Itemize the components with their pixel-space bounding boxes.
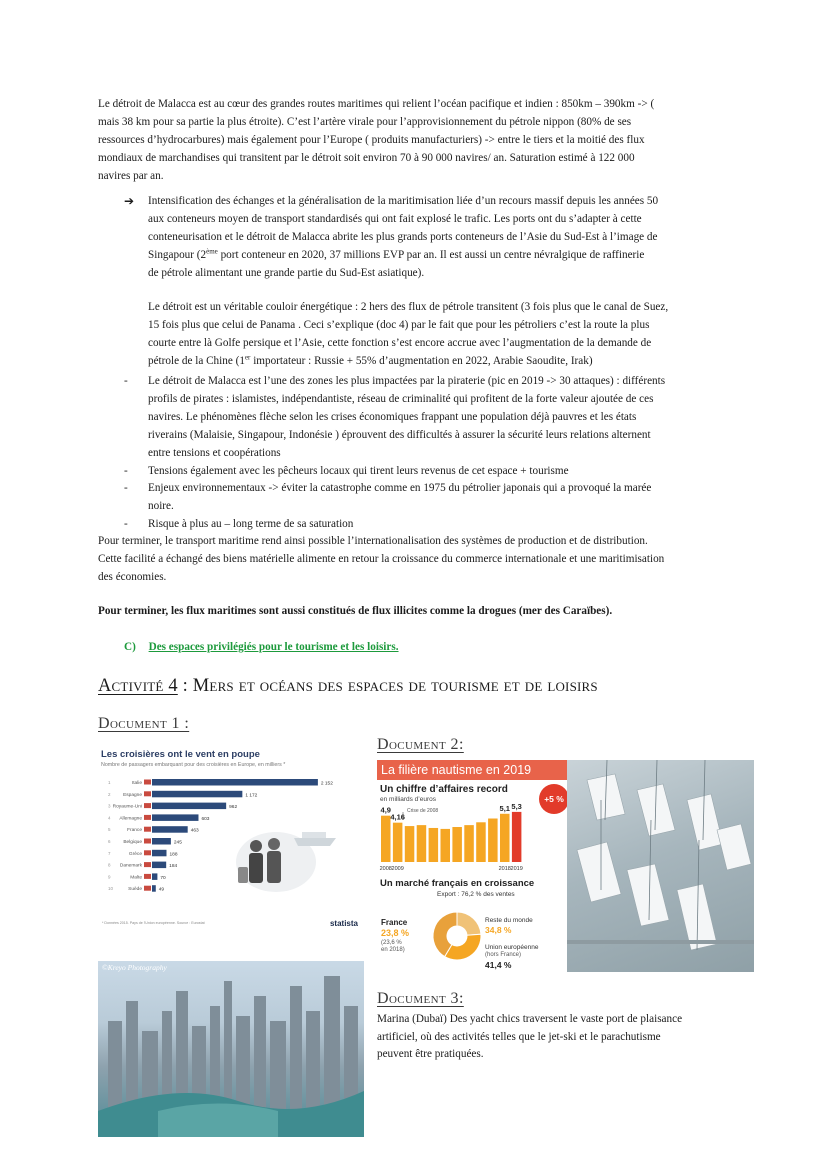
text-line: aux conteneurs moyen de transport standardisés qui ont fait explosé le trafic. Les ports ont du s’adapter à cette (148, 212, 642, 225)
arrow-bullet (124, 193, 744, 283)
chart-subtitle: Nombre de passagers embarquant pour des croisières en Europe, en milliers * (101, 762, 286, 768)
country-label: Suède (128, 887, 142, 893)
text-line: Enjeux environnementaux -> éviter la catastrophe comme en 1975 du pétrolier japonais qui a provoqué la marée (148, 482, 652, 495)
value-label: 184 (169, 864, 178, 870)
bar (152, 838, 171, 845)
travellers-illustration (236, 832, 336, 892)
value-label: 70 (160, 875, 166, 881)
cruise-chart (98, 744, 364, 934)
text-line: navires. Le phénomènes flèche selon les crises économiques frappant une population déjà pauvres et les états (148, 410, 637, 423)
dash-bullet: - (124, 482, 128, 495)
text-line: mondiaux de marchandises qui transitent par le détroit soit environ 70 à 90 000 navires/ an. Saturation estimé à 122 000 (98, 151, 635, 164)
flag-icon (144, 791, 151, 796)
rank-label: 3 (108, 803, 111, 809)
country-label: France (127, 828, 142, 834)
value-label: 463 (190, 828, 199, 834)
bar (152, 791, 242, 798)
value-label: 188 (169, 852, 178, 858)
boats-illustration (567, 760, 754, 972)
revenue-value: 5,3 (511, 802, 522, 811)
text-line: peuvent être pratiquées. (377, 1048, 484, 1060)
rest-world-value: 34,8 % (485, 925, 512, 935)
doc2-heading: Document 2: (377, 736, 464, 753)
rank-label: 1 (108, 780, 111, 785)
bar (152, 862, 166, 869)
dash-bullet: - (124, 375, 128, 387)
country-label: Royaume-Uni (112, 804, 142, 810)
text-line: Intensification des échanges et la généralisation de la maritimisation liée d’un recours massif depuis les années 50 (148, 195, 659, 207)
revenue-title: Un chiffre d’affaires record (380, 784, 508, 795)
infographic-banner: La filière nautisme en 2019 (377, 760, 567, 780)
section-c-heading (124, 639, 399, 657)
market-title: Un marché français en croissance (380, 878, 535, 889)
export-label: Export : 76,2 % des ventes (437, 891, 515, 898)
text-line: pétrole de la Chine (1er importateur : Russie + 55% d’augmentation en 2022, Arabie Saoudite, Irak) (148, 352, 593, 367)
revenue-value: 5,1 (499, 803, 510, 813)
activity-title: : Mers et océans des espaces de tourisme et de loisirs (182, 676, 598, 696)
value-label: 1 172 (245, 793, 258, 799)
flag-icon (144, 874, 151, 879)
text-line: 15 fois plus que celui de Panama . Ceci s’explique (doc 4) par le fait que pour les pétroliers c’est la route la plus (148, 318, 650, 331)
france-label: France (381, 918, 408, 927)
revenue-bar (464, 825, 474, 862)
revenue-bar (393, 823, 403, 862)
text-line: Pour terminer, le transport maritime rend ainsi possible l’internationalisation des systèmes de production et de distribution. (98, 535, 648, 547)
france-2018-label: (23,6 % (381, 940, 402, 946)
bar (152, 779, 318, 786)
flag-icon (144, 780, 151, 785)
text-line: Le détroit de Malacca est l’une des zones les plus impactées par la piraterie (pic en 2019 -> 30 attaques) : différents (148, 375, 666, 387)
revenue-bar (429, 828, 439, 862)
rest-world-label: Reste du monde (485, 917, 533, 924)
text-line: ressources d’hydrocarbures) mais également pour l’Europe ( produits manufacturiers) -> entre le tiers et la moitié des flux (98, 133, 645, 146)
text-line: Tensions également avec les pêcheurs locaux qui tirent leurs revenus de cet espace + tourisme (148, 464, 569, 477)
country-label: Malte (130, 875, 142, 881)
value-label: 2 152 (320, 781, 333, 787)
revenue-value: 4,9 (380, 805, 391, 815)
text-line: entre tensions et coopérations (148, 446, 281, 459)
crisis-label: Crise de 2008 (407, 808, 439, 814)
flag-icon (144, 886, 151, 891)
country-label: Grèce (128, 851, 142, 857)
bar (152, 850, 166, 857)
flag-icon (144, 803, 151, 808)
value-label: 49 (158, 887, 165, 893)
bar (152, 814, 198, 821)
activity-label: Activité 4 (98, 676, 178, 696)
revenue-bar (417, 825, 427, 862)
revenue-bar (441, 829, 451, 862)
text-line: riverains (Malaisie, Singapour, Indonésie ) éprouvent des difficultés à assurer la sécurité leurs relations alternent (148, 428, 651, 441)
revenue-subtitle: en milliards d’euros (380, 796, 436, 803)
text-line: Le détroit de Malacca est au cœur des grandes routes maritimes qui relient l’océan pacifique et indien : 850km – 390km -> ( (98, 98, 655, 110)
growth-badge: +5 % (539, 784, 569, 814)
rank-label: 4 (108, 815, 111, 821)
revenue-bar (500, 814, 510, 862)
country-label: Espagne (123, 792, 142, 798)
country-label: Italie (131, 781, 142, 786)
revenue-chart-svg (377, 802, 567, 874)
arrow-right-icon: ➔ (124, 194, 135, 208)
rank-label: 5 (108, 827, 111, 833)
revenue-value: 4,16 (390, 812, 405, 822)
chart-title: Les croisières ont le vent en poupe (101, 749, 260, 760)
pie-slice (457, 912, 481, 935)
year-label: 2008 (379, 866, 392, 872)
flag-icon (144, 862, 151, 867)
text-line: conteneurisation et le détroit de Malacca abrite les plus grands ports conteneurs de l’Asie du Sud-Est à l’image de (148, 230, 658, 243)
flag-icon (144, 815, 151, 820)
dash-bullet: - (124, 518, 128, 531)
rank-label: 2 (108, 791, 111, 797)
rank-label: 7 (108, 850, 111, 856)
boats-photo (567, 760, 754, 972)
eu-sublabel: (hors France) (485, 952, 522, 958)
text-line: Marina (Dubaï) Des yacht chics traversent le vaste port de plaisance (377, 1013, 683, 1025)
country-label: Danemark (119, 863, 142, 869)
value-label: 603 (201, 816, 210, 822)
flag-icon (144, 827, 151, 832)
text-line: des économies. (98, 570, 167, 583)
bar (152, 873, 157, 880)
text-line: noire. (148, 500, 174, 513)
list-item (124, 373, 748, 463)
activity-heading (98, 676, 598, 697)
dubai-skyline-illustration (98, 961, 364, 1137)
rank-label: 9 (108, 874, 111, 880)
year-label: 2009 (391, 866, 404, 872)
dash-list (124, 373, 748, 534)
section-c-link[interactable]: Des espaces privilégiés pour le tourisme et les loisirs. (148, 641, 399, 653)
country-label: Belgique (123, 840, 142, 845)
eu-label: Union européenne (485, 944, 539, 951)
conclusion-paragraph (98, 533, 748, 587)
value-label: 245 (173, 840, 182, 846)
doc3-text (377, 1011, 737, 1064)
bar (152, 803, 226, 810)
revenue-bar (488, 819, 498, 862)
statista-logo: statista (329, 919, 358, 928)
value-label: 962 (229, 805, 238, 811)
text-line: Singapour (2ème port conteneur en 2020, 37 millions EVP par an. Il est aussi un centre névralgique de raffinerie (148, 246, 645, 261)
rank-label: 10 (108, 886, 114, 892)
france-2018-year: en 2018) (381, 947, 405, 953)
revenue-bar (452, 827, 462, 862)
list-item (124, 480, 748, 516)
text-line: navires par an. (98, 169, 164, 182)
cruise-bars-svg (98, 772, 364, 922)
flag-icon (144, 850, 151, 855)
photo-watermark: ©Kreyo Photography (102, 963, 167, 972)
rank-label: 8 (108, 862, 111, 868)
year-label: 2018 (498, 866, 511, 872)
text-line: de pétrole alimentant une grande partie du Sud-Est asiatique). (148, 266, 425, 279)
text-line: profils de pirates : islamistes, indépendantiste, réseau de criminalité qui profitent de la forte valeur ajoutée de ces (148, 392, 654, 405)
bold-conclusion: Pour terminer, les flux maritimes sont aussi constitués de flux illicites comme la drogues (mer des Caraïbes). (98, 605, 613, 617)
text-line: Le détroit est un véritable couloir énergétique : 2 hers des flux de pétrole transitent (3 fois plus que le canal de Suez, (148, 301, 669, 313)
revenue-bar (476, 822, 486, 862)
text-line: Risque à plus au – long terme de sa saturation (148, 518, 354, 531)
section-letter: C) (124, 641, 136, 653)
france-value: 23,8 % (381, 928, 410, 938)
intro-paragraph (98, 96, 738, 186)
text-line: Cette facilité a échangé des biens matérielle alimente en retour la croissance du commerce internationale et une maritimisation (98, 552, 665, 565)
energy-paragraph (148, 299, 748, 371)
text-line: courte entre là Golfe persique et l’Asie, cette fonction s’est encore accrue avec l’augmentation de la demande de (148, 336, 652, 349)
list-item (124, 516, 748, 534)
text-line: artificiel, où des activités telles que le jet-ski et le parachutisme (377, 1030, 661, 1043)
revenue-bar (512, 812, 522, 862)
dash-bullet: - (124, 464, 128, 477)
revenue-bar (381, 816, 391, 862)
country-label: Allemagne (119, 816, 142, 822)
list-item (124, 463, 748, 481)
revenue-bar (405, 826, 415, 862)
eu-value: 41,4 % (485, 960, 512, 970)
chart-source: * Données 2015. Pays de l'Union européenne. Source : Eurostat (102, 921, 205, 925)
bar (152, 885, 156, 892)
nautisme-infographic (377, 760, 754, 972)
bar (152, 826, 188, 833)
flag-icon (144, 839, 151, 844)
rank-label: 6 (108, 839, 111, 844)
year-label: 2019 (510, 866, 523, 872)
doc1-heading: Document 1 : (98, 715, 190, 732)
dubai-marina-photo (98, 961, 364, 1137)
text-line: mais 38 km pour sa partie la plus étroite). C’est l’artère virale pour l’approvisionnement du pétrole nippon (80% de ses (98, 115, 632, 128)
doc3-heading: Document 3: (377, 990, 464, 1007)
